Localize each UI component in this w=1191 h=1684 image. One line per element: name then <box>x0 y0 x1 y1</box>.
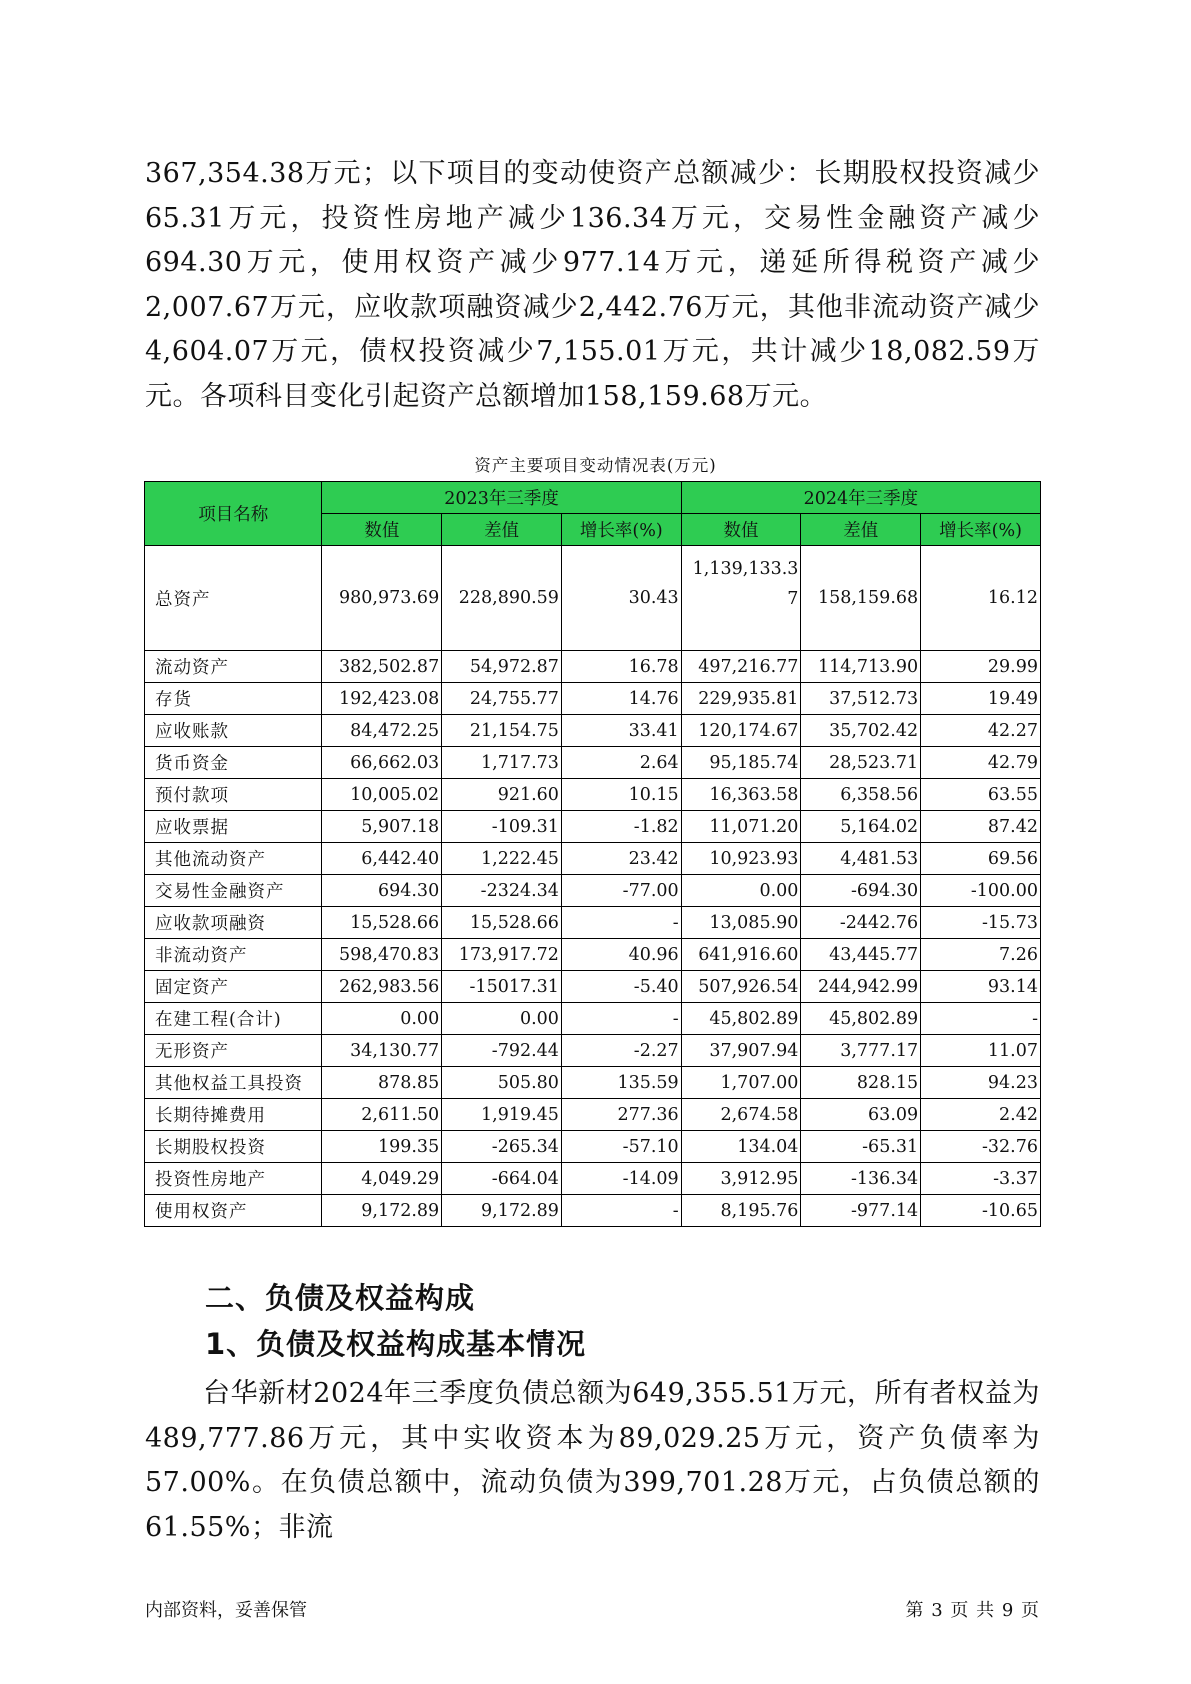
cell-value-2023: 5,907.18 <box>322 811 442 843</box>
cell-row-name: 长期股权投资 <box>145 1131 322 1163</box>
cell-growth-2024: -15.73 <box>921 907 1041 939</box>
cell-value-2024: 95,185.74 <box>681 747 801 779</box>
cell-value-2024: 16,363.58 <box>681 779 801 811</box>
cell-growth-2024: -32.76 <box>921 1131 1041 1163</box>
cell-diff-2024: -65.31 <box>801 1131 921 1163</box>
cell-value-2024: 45,802.89 <box>681 1003 801 1035</box>
cell-diff-2023: 505.80 <box>442 1067 562 1099</box>
subsection-heading: 1、负债及权益构成基本情况 <box>205 1327 587 1361</box>
cell-diff-2024: 37,512.73 <box>801 683 921 715</box>
cell-row-name: 应收票据 <box>145 811 322 843</box>
cell-value-2023: 878.85 <box>322 1067 442 1099</box>
table-row <box>145 1067 1041 1099</box>
table-row <box>145 1131 1041 1163</box>
cell-growth-2023: 14.76 <box>561 683 681 715</box>
cell-growth-2024: 93.14 <box>921 971 1041 1003</box>
cell-growth-2023: - <box>561 1195 681 1227</box>
cell-value-2023: 4,049.29 <box>322 1163 442 1195</box>
cell-growth-2023: 2.64 <box>561 747 681 779</box>
cell-value-2024: 11,071.20 <box>681 811 801 843</box>
cell-value-2023: 6,442.40 <box>322 843 442 875</box>
cell-growth-2024: -10.65 <box>921 1195 1041 1227</box>
cell-value-2023: 199.35 <box>322 1131 442 1163</box>
table-row <box>145 811 1041 843</box>
cell-diff-2023: 1,717.73 <box>442 747 562 779</box>
table-row <box>145 843 1041 875</box>
header-group-2024: 2024年三季度 <box>681 482 1040 514</box>
cell-diff-2023: -265.34 <box>442 1131 562 1163</box>
cell-growth-2024: 42.27 <box>921 715 1041 747</box>
cell-growth-2024: 11.07 <box>921 1035 1041 1067</box>
cell-value-2023: 2,611.50 <box>322 1099 442 1131</box>
cell-diff-2023: 228,890.59 <box>442 546 562 651</box>
cell-growth-2023: - <box>561 1003 681 1035</box>
cell-diff-2024: 6,358.56 <box>801 779 921 811</box>
cell-diff-2023: 15,528.66 <box>442 907 562 939</box>
body-paragraph-1: 367,354.38万元；以下项目的变动使资产总额减少：长期股权投资减少65.31万元，投资性房地产减少136.34万元，交易性金融资产减少694.30万元，使用权资产减少977.14万元，递延所得税资产减少2,007.67万元，应收款项融资减少2,442.76万元，其他非流动资产减少4,604.07万元，债权投资减少7,155.01万元，共计减少18,082.59万元。各项科目变化引起资产总额增加158,159.68万元。 <box>145 158 1040 412</box>
cell-value-2024: 641,916.60 <box>681 939 801 971</box>
table-row <box>145 747 1041 779</box>
cell-growth-2024: 7.26 <box>921 939 1041 971</box>
cell-growth-2023: 277.36 <box>561 1099 681 1131</box>
cell-row-name: 非流动资产 <box>145 939 322 971</box>
header-value-2024: 数值 <box>681 514 801 546</box>
table-row <box>145 971 1041 1003</box>
cell-value-2024: 13,085.90 <box>681 907 801 939</box>
cell-diff-2024: 28,523.71 <box>801 747 921 779</box>
header-group-2023: 2023年三季度 <box>322 482 681 514</box>
cell-growth-2023: - <box>561 907 681 939</box>
cell-value-2023: 262,983.56 <box>322 971 442 1003</box>
cell-diff-2024: 4,481.53 <box>801 843 921 875</box>
table-row <box>145 1099 1041 1131</box>
cell-value-2023: 10,005.02 <box>322 779 442 811</box>
table-row <box>145 1035 1041 1067</box>
cell-row-name: 流动资产 <box>145 651 322 683</box>
cell-diff-2023: -664.04 <box>442 1163 562 1195</box>
cell-growth-2023: 135.59 <box>561 1067 681 1099</box>
cell-diff-2024: -136.34 <box>801 1163 921 1195</box>
cell-value-2024: 497,216.77 <box>681 651 801 683</box>
cell-growth-2023: -1.82 <box>561 811 681 843</box>
cell-growth-2024: 16.12 <box>921 546 1041 651</box>
footer-page-number: 第 3 页 共 9 页 <box>905 1600 1040 1621</box>
cell-row-name: 应收账款 <box>145 715 322 747</box>
cell-row-name: 预付款项 <box>145 779 322 811</box>
cell-diff-2024: 35,702.42 <box>801 715 921 747</box>
cell-diff-2023: 9,172.89 <box>442 1195 562 1227</box>
cell-row-name: 投资性房地产 <box>145 1163 322 1195</box>
cell-growth-2024: -3.37 <box>921 1163 1041 1195</box>
cell-growth-2024: 63.55 <box>921 779 1041 811</box>
cell-row-name: 其他流动资产 <box>145 843 322 875</box>
cell-diff-2024: 114,713.90 <box>801 651 921 683</box>
cell-value-2023: 34,130.77 <box>322 1035 442 1067</box>
table-row <box>145 1003 1041 1035</box>
cell-value-2024: 8,195.76 <box>681 1195 801 1227</box>
cell-row-name: 固定资产 <box>145 971 322 1003</box>
cell-growth-2024: 87.42 <box>921 811 1041 843</box>
cell-value-2023: 9,172.89 <box>322 1195 442 1227</box>
table-row <box>145 939 1041 971</box>
cell-growth-2023: 33.41 <box>561 715 681 747</box>
body-paragraph-2: 台华新材2024年三季度负债总额为649,355.51万元，所有者权益为489,777.86万元，其中实收资本为89,029.25万元，资产负债率为57.00%。在负债总额中，流动负债为399,701.28万元，占负债总额的61.55%；非流 <box>145 1378 1040 1543</box>
cell-value-2023: 694.30 <box>322 875 442 907</box>
cell-diff-2023: 1,222.45 <box>442 843 562 875</box>
cell-growth-2023: 16.78 <box>561 651 681 683</box>
table-row <box>145 907 1041 939</box>
cell-growth-2023: -77.00 <box>561 875 681 907</box>
cell-growth-2024: 2.42 <box>921 1099 1041 1131</box>
cell-value-2024: 2,674.58 <box>681 1099 801 1131</box>
cell-value-2024: 1,707.00 <box>681 1067 801 1099</box>
cell-value-2024: 507,926.54 <box>681 971 801 1003</box>
cell-growth-2023: 40.96 <box>561 939 681 971</box>
cell-growth-2023: -57.10 <box>561 1131 681 1163</box>
table-body <box>145 546 1041 1227</box>
footer-confidential-note: 内部资料，妥善保管 <box>145 1600 307 1621</box>
cell-growth-2024: - <box>921 1003 1041 1035</box>
cell-diff-2023: 0.00 <box>442 1003 562 1035</box>
cell-diff-2023: -2324.34 <box>442 875 562 907</box>
cell-row-name: 交易性金融资产 <box>145 875 322 907</box>
cell-value-2023: 980,973.69 <box>322 546 442 651</box>
cell-value-2023: 382,502.87 <box>322 651 442 683</box>
cell-growth-2023: -5.40 <box>561 971 681 1003</box>
table-row <box>145 875 1041 907</box>
table-row <box>145 715 1041 747</box>
cell-diff-2024: 828.15 <box>801 1067 921 1099</box>
table-row <box>145 651 1041 683</box>
cell-row-name: 存货 <box>145 683 322 715</box>
header-growth-2023: 增长率(%) <box>561 514 681 546</box>
cell-value-2024: 37,907.94 <box>681 1035 801 1067</box>
cell-value-2023: 0.00 <box>322 1003 442 1035</box>
cell-diff-2023: 173,917.72 <box>442 939 562 971</box>
cell-diff-2023: -15017.31 <box>442 971 562 1003</box>
cell-value-2024: 229,935.81 <box>681 683 801 715</box>
header-diff-2024: 差值 <box>801 514 921 546</box>
cell-diff-2024: 63.09 <box>801 1099 921 1131</box>
header-diff-2023: 差值 <box>442 514 562 546</box>
cell-row-name: 其他权益工具投资 <box>145 1067 322 1099</box>
cell-value-2023: 84,472.25 <box>322 715 442 747</box>
cell-diff-2024: 158,159.68 <box>801 546 921 651</box>
cell-value-2024: 10,923.93 <box>681 843 801 875</box>
cell-value-2023: 15,528.66 <box>322 907 442 939</box>
asset-change-table <box>144 481 1041 1227</box>
cell-diff-2023: 21,154.75 <box>442 715 562 747</box>
cell-row-name: 货币资金 <box>145 747 322 779</box>
cell-value-2024: 134.04 <box>681 1131 801 1163</box>
cell-diff-2023: 1,919.45 <box>442 1099 562 1131</box>
cell-diff-2024: -694.30 <box>801 875 921 907</box>
table-row <box>145 546 1041 651</box>
cell-value-2024: 120,174.67 <box>681 715 801 747</box>
cell-diff-2024: 3,777.17 <box>801 1035 921 1067</box>
header-value-2023: 数值 <box>322 514 442 546</box>
cell-growth-2024: -100.00 <box>921 875 1041 907</box>
cell-growth-2024: 19.49 <box>921 683 1041 715</box>
cell-row-name: 无形资产 <box>145 1035 322 1067</box>
cell-diff-2024: -977.14 <box>801 1195 921 1227</box>
cell-growth-2023: 10.15 <box>561 779 681 811</box>
cell-diff-2023: 24,755.77 <box>442 683 562 715</box>
cell-growth-2024: 69.56 <box>921 843 1041 875</box>
table-row <box>145 1195 1041 1227</box>
cell-diff-2024: -2442.76 <box>801 907 921 939</box>
header-growth-2024: 增长率(%) <box>921 514 1041 546</box>
cell-growth-2023: -2.27 <box>561 1035 681 1067</box>
cell-value-2023: 66,662.03 <box>322 747 442 779</box>
cell-row-name: 应收款项融资 <box>145 907 322 939</box>
cell-diff-2024: 5,164.02 <box>801 811 921 843</box>
table-row <box>145 1163 1041 1195</box>
cell-value-2024: 3,912.95 <box>681 1163 801 1195</box>
cell-growth-2023: -14.09 <box>561 1163 681 1195</box>
cell-row-name: 总资产 <box>145 546 322 651</box>
cell-diff-2024: 43,445.77 <box>801 939 921 971</box>
cell-row-name: 在建工程(合计) <box>145 1003 322 1035</box>
header-item-name: 项目名称 <box>145 482 322 546</box>
cell-row-name: 长期待摊费用 <box>145 1099 322 1131</box>
cell-diff-2023: -109.31 <box>442 811 562 843</box>
table-row <box>145 779 1041 811</box>
cell-growth-2024: 94.23 <box>921 1067 1041 1099</box>
section-heading: 二、负债及权益构成 <box>205 1281 476 1315</box>
table-row <box>145 683 1041 715</box>
cell-value-2023: 192,423.08 <box>322 683 442 715</box>
cell-diff-2024: 45,802.89 <box>801 1003 921 1035</box>
cell-row-name: 使用权资产 <box>145 1195 322 1227</box>
cell-value-2024: 1,139,133.37 <box>681 546 801 651</box>
cell-growth-2024: 42.79 <box>921 747 1041 779</box>
cell-growth-2024: 29.99 <box>921 651 1041 683</box>
cell-diff-2023: 54,972.87 <box>442 651 562 683</box>
cell-value-2023: 598,470.83 <box>322 939 442 971</box>
cell-growth-2023: 23.42 <box>561 843 681 875</box>
table-caption: 资产主要项目变动情况表(万元) <box>474 456 717 475</box>
cell-growth-2023: 30.43 <box>561 546 681 651</box>
cell-diff-2024: 244,942.99 <box>801 971 921 1003</box>
cell-value-2024: 0.00 <box>681 875 801 907</box>
cell-diff-2023: -792.44 <box>442 1035 562 1067</box>
cell-diff-2023: 921.60 <box>442 779 562 811</box>
